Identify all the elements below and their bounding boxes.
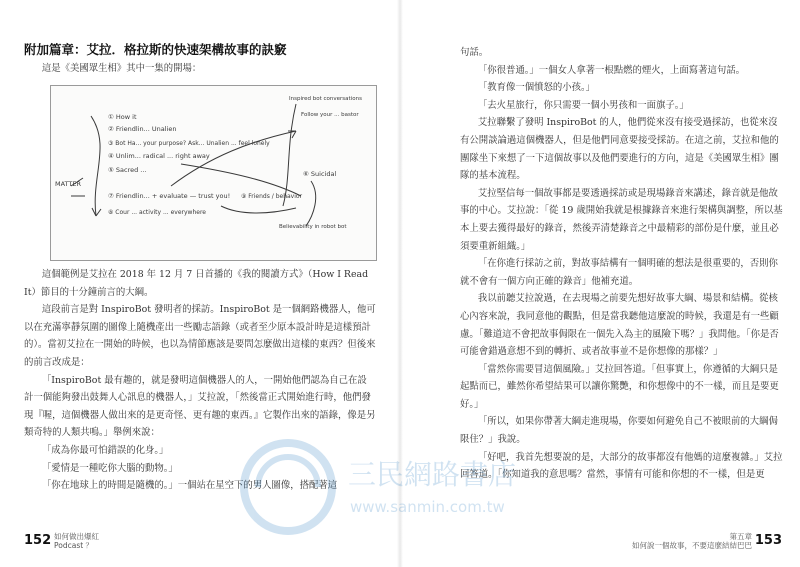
running-footer — [552, 532, 752, 550]
intro-paragraph: 這是《美國眾生相》其中一集的開場： — [41, 63, 202, 74]
sketch-note: ⑧ Cour ... activity ... everywhere — [108, 209, 206, 216]
body-paragraph: 這個範例是艾拉在 2018 年 12 月 7 日首播的《我的閱讀方式》（How I Read It）節目的十分鐘前言的大綱。 — [24, 269, 369, 298]
quote-line: 「成為你最可怕錯誤的化身。」 — [41, 444, 169, 456]
chapter-title: 如何說一個故事，不要這麼結結巴巴 — [632, 541, 752, 550]
intro-text — [24, 60, 376, 78]
running-footer — [54, 532, 174, 550]
body-paragraph: 艾拉聯繫了發明 InspiroBot 的人，他們從來沒有接受過採訪，也從來沒有公開談論過這個機器人，但是他們同意要接受採訪。在這之前，艾拉和他的團隊坐下來想了一下這個故事以及他們要進行的方向，這是《美國眾生相》團隊的基本流程。 — [460, 117, 779, 182]
sketch-note: ① How it — [108, 113, 137, 121]
body-paragraph: 「好吧，我首先想要說的是，大部分的故事都沒有他媽的這麼複雜。」艾拉回答道。「你知道我的意思嗎？當然，事情有可能和你想的不一樣，但是更 — [460, 451, 783, 481]
body-paragraph: 艾拉堅信每一個故事都是要透過採訪或是現場錄音來講述，錄音就是他故事的中心。艾拉說：「從 19 歲開始我就是根據錄音來進行架構與調整，所以基本上要去獲得最好的錄音，然後弄清楚錄音之中最精彩的部份是什麼，並且必須要重新組織。」 — [460, 187, 783, 252]
sketch-note: ⑥ Suicidal — [303, 170, 337, 178]
outline-sketch — [51, 86, 376, 260]
book-title-line: Podcast ？ — [54, 541, 94, 550]
sketch-note: Believability in robot bot — [279, 224, 347, 230]
quote-line: 「教育像一個憤怒的小孩。」 — [477, 82, 596, 94]
watermark-text-cn: 三民網路書店 — [348, 458, 517, 491]
body-paragraph: 「在你進行採訪之前，對故事結構有一個明確的想法是很重要的，否則你就不會有一個方向正確的錄音」他補充道。 — [460, 258, 778, 287]
page-number: 153 — [754, 533, 782, 548]
quote-line: 「去火星旅行，你只需要一個小男孩和一面旗子。」 — [477, 99, 689, 111]
body-paragraph: 我以前聽艾拉說過，在去現場之前要先想好故事大綱、場景和結構。從核心內容來說，我同意他的觀點，但是當我聽他這麼說的時候，我還是有一些顧慮。「難道這不會把故事侷限在一個先入為主的風險下嗎？」我問他。「你是否可能會錯過意想不到的轉折、或者故事並不是你想像的那樣？」 — [460, 293, 779, 358]
left-body-text — [24, 266, 376, 495]
sketch-note: Inspired bot conversations — [289, 96, 362, 102]
chapter-label: 第五章 — [729, 532, 752, 541]
book-title-line: 如何做出爆紅 — [54, 532, 99, 541]
sketch-note: ② Friendlin... Unalien — [108, 125, 177, 133]
sketch-note: ⑤ Sacred ... — [108, 166, 147, 174]
body-paragraph: 「所以，如果你帶著大綱走進現場，你要如何避免自己不被眼前的大綱侷限住？」我說。 — [460, 416, 778, 446]
body-paragraph: 「InspiroBot 最有趣的，就是發明這個機器人的人，一開始他們認為自己在設計一個能夠發出鼓舞人心訊息的機器人，」艾拉說，「然後當正式開始進行時，他們發現『喔，這個機器人做出來的是更奇怪、更有趣的東西。』它製作出來的語錄，像是另類奇特的人類共鳴。」舉例來說： — [24, 374, 376, 439]
page-number: 152 — [24, 533, 52, 548]
quote-line: 「你在地球上的時間是隨機的。」一個站在星空下的男人圖像，搭配著這 — [41, 480, 338, 492]
quote-line: 「你很普通。」一個女人拿著一根點燃的煙火，上面寫著這句話。 — [477, 64, 746, 76]
sketch-note: Follow your ... bastor — [301, 112, 359, 118]
sketch-note: ③ Bot Ha... your purpose? Ask... Unalien ... feel lonely — [108, 140, 270, 147]
watermark-text-en: www.sanmin.com.tw — [350, 498, 505, 516]
sketch-note: ⑨ Friends / behavior — [241, 193, 303, 200]
body-paragraph: 「當然你需要冒這個風險。」艾拉回答道。「但事實上，你遵循的大綱只是起點而已，雖然你希望結果可以讓你驚艷，和你想像中的不一樣，而且是要更好。」 — [460, 363, 779, 410]
sketch-note: ⑦ Friendlin... + evaluate — trust you! — [108, 192, 231, 200]
right-page — [400, 0, 800, 567]
sketch-note: MATTER — [55, 180, 81, 188]
quote-line: 「愛情是一種吃你大腦的動物。」 — [41, 462, 178, 474]
right-body-text — [460, 44, 786, 484]
body-paragraph: 句話。 — [460, 47, 489, 58]
sketch-note: ④ Unlim... radical ... right away — [108, 152, 210, 160]
body-paragraph: 這段前言是對 InspiroBot 發明者的採訪。InspiroBot 是一個網路機器人，他可以在充滿寧靜氛圍的圖像上隨機產出一些勵志語錄（或者至少原本設計時是這樣預計的）。當初艾拉在一開始的時候，也以為情節應該是要問怎麼做出這樣的東西？但後來的前言改成是： — [24, 304, 376, 368]
handwritten-outline-image — [50, 85, 377, 261]
chapter-appendix-heading: 附加篇章：艾拉．格拉斯的快速架構故事的訣竅 — [24, 42, 287, 57]
